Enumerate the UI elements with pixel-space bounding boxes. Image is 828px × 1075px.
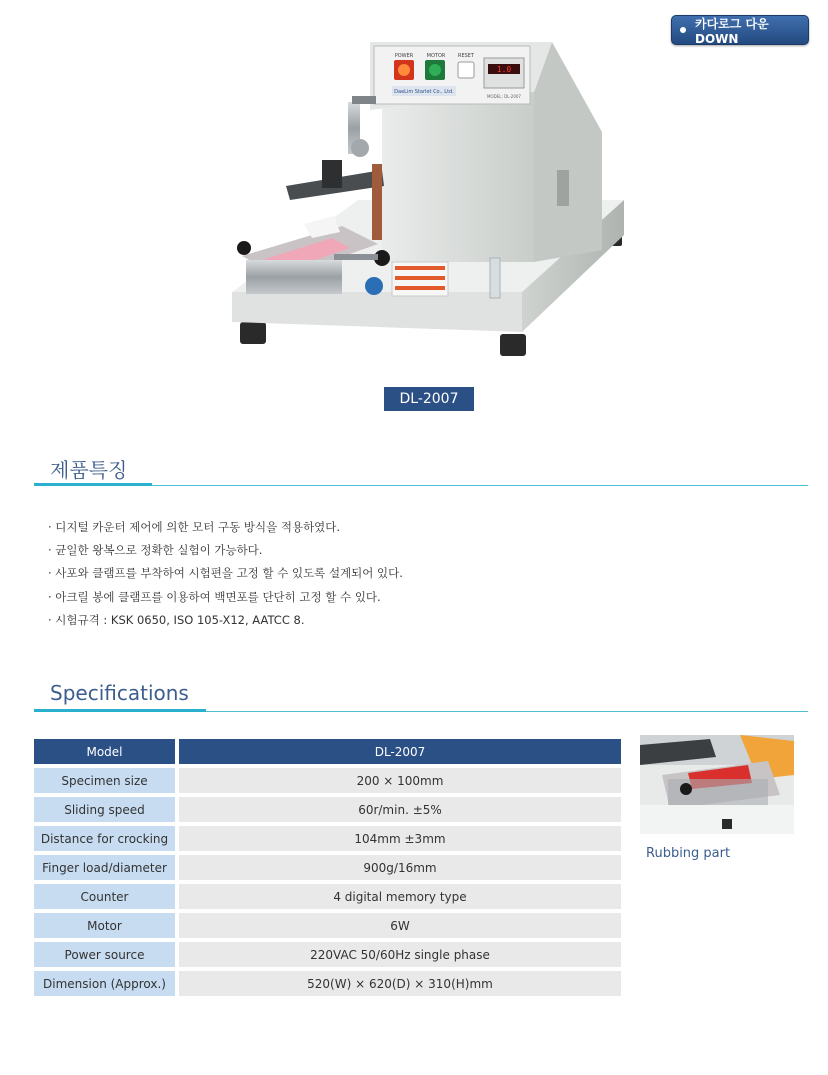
catalog-download-label: 카다로그 다운DOWN	[695, 16, 769, 46]
spec-label: Motor	[34, 913, 179, 938]
catalog-download-button[interactable]	[671, 15, 809, 45]
spec-label: Specimen size	[34, 768, 179, 793]
feature-item: · 디지털 카운터 제어에 의한 모터 구동 방식을 적용하였다.	[48, 520, 341, 534]
feature-item: · 아크릴 봉에 클램프를 이용하여 백면포를 단단히 고정 할 수 있다.	[48, 589, 381, 604]
product-photo	[222, 30, 632, 365]
spec-row	[34, 797, 621, 822]
spec-label: Sliding speed	[34, 797, 179, 822]
features-rule-accent	[34, 483, 152, 486]
spec-value: 60r/min. ±5%	[179, 797, 621, 822]
spec-label: Dimension (Approx.)	[34, 971, 179, 996]
spec-label: Counter	[34, 884, 179, 909]
spec-row	[34, 826, 621, 851]
spec-row	[34, 971, 621, 996]
spec-header-value: DL-2007	[179, 739, 621, 764]
clamp-knob-icon	[237, 241, 251, 255]
spec-value: 4 digital memory type	[179, 884, 621, 909]
feature-item: · 시험규격 : KSK 0650, ISO 105-X12, AATCC 8.	[48, 612, 305, 627]
spec-header-label: Model	[34, 739, 179, 764]
spec-label: Distance for crocking	[34, 826, 179, 851]
panel-label-motor: MOTOR	[426, 53, 446, 59]
panel-label-power: POWER	[394, 53, 414, 59]
specs-title: Specifications	[50, 681, 189, 705]
spec-value: 520(W) × 620(D) × 310(H)mm	[179, 971, 621, 996]
spec-value: 200 × 100mm	[179, 768, 621, 793]
spec-row	[34, 942, 621, 967]
spec-value: 900g/16mm	[179, 855, 621, 880]
counter-display: 1.0	[496, 65, 512, 74]
panel-label-reset: RESET	[457, 53, 475, 59]
specs-rule-accent	[34, 709, 206, 712]
model-badge: DL-2007	[384, 387, 474, 411]
spec-header-row	[34, 739, 621, 764]
spec-row	[34, 768, 621, 793]
brand-plate: DaeLim Starlet Co., Ltd.	[394, 89, 454, 95]
spec-label: Finger load/diameter	[34, 855, 179, 880]
spec-row	[34, 855, 621, 880]
bullet-icon	[680, 27, 686, 33]
spec-table	[34, 735, 621, 1000]
rubbing-part-photo	[640, 735, 794, 834]
rubbing-part-caption: Rubbing part	[646, 846, 731, 861]
spec-value: 104mm ±3mm	[179, 826, 621, 851]
spec-row	[34, 884, 621, 909]
spec-label: Power source	[34, 942, 179, 967]
reset-button-icon	[458, 62, 474, 78]
features-list	[48, 516, 403, 632]
feature-item: · 사포와 클램프를 부착하여 시험편을 고정 할 수 있도록 설계되어 있다.	[48, 566, 403, 581]
feature-item: · 균일한 왕복으로 정확한 실험이 가능하다.	[48, 543, 263, 558]
spec-value: 6W	[179, 913, 621, 938]
spec-value: 220VAC 50/60Hz single phase	[179, 942, 621, 967]
model-plate: MODEL: DL-2007	[487, 94, 521, 99]
features-title: 제품특징	[50, 458, 128, 482]
spec-row	[34, 913, 621, 938]
